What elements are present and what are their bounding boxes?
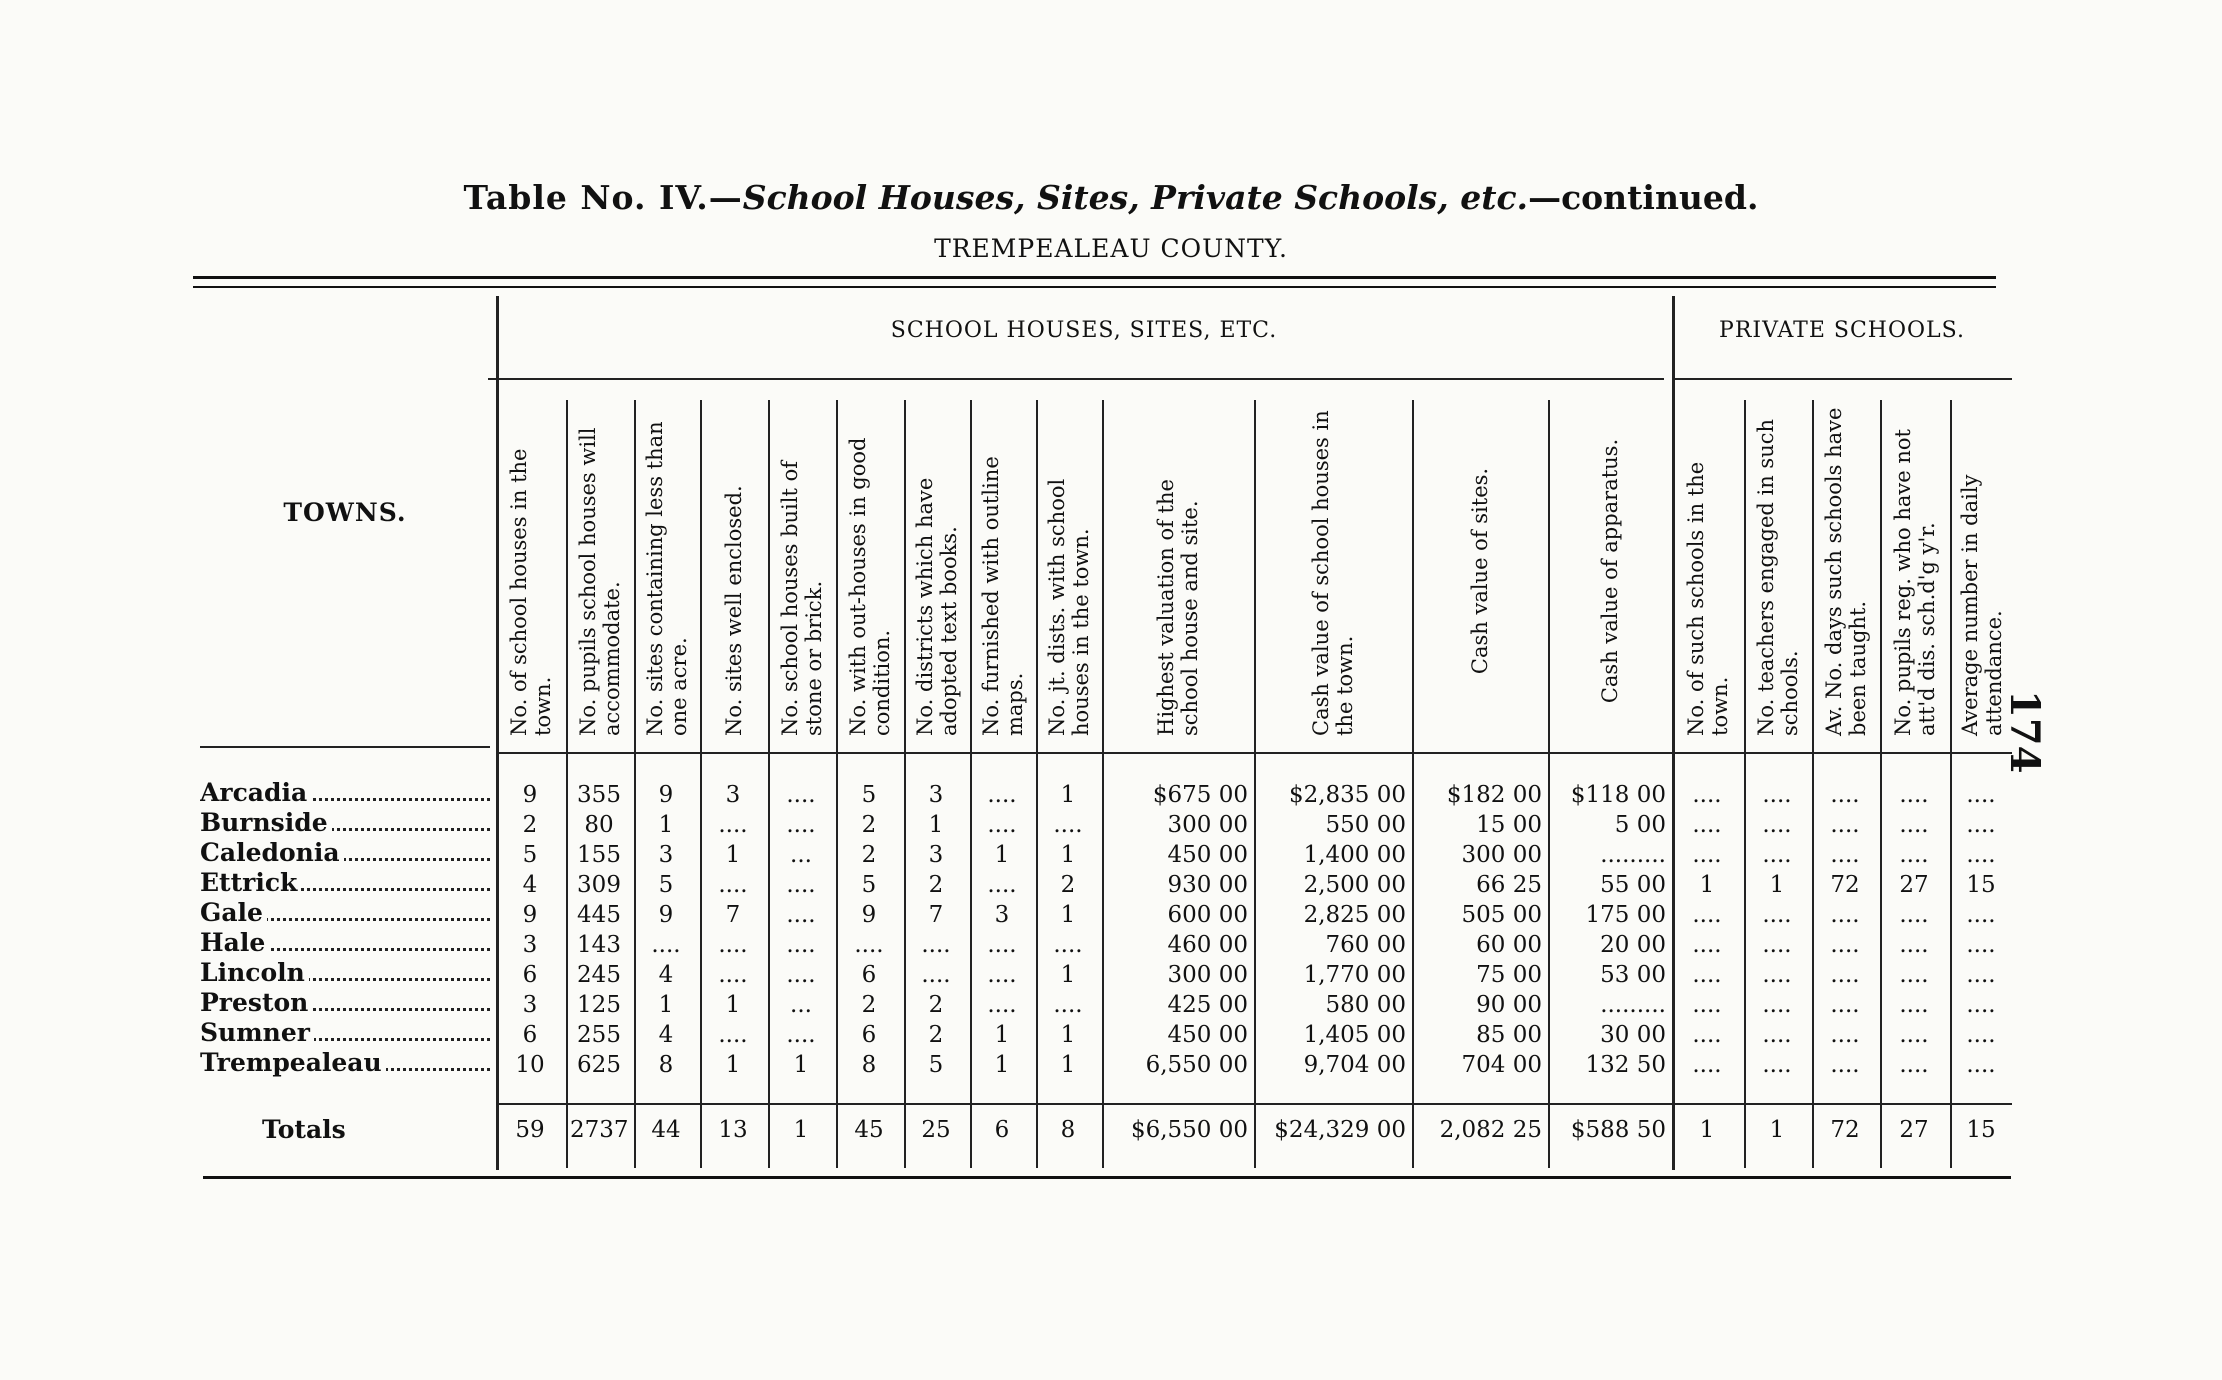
table-cell: 1	[658, 992, 674, 1018]
table-cell: 8	[658, 1052, 674, 1078]
table-cell: ....	[1053, 932, 1083, 958]
table-cell: 704 00	[1461, 1052, 1542, 1078]
table-cell: ....	[651, 932, 681, 958]
table-cell: ....	[1830, 902, 1860, 928]
town-name: Ettrick	[200, 868, 490, 897]
table-cell: 5 00	[1614, 812, 1666, 838]
totals-cell: 27	[1899, 1117, 1929, 1143]
town-name: Sumner	[200, 1018, 490, 1047]
table-cell: ....	[1899, 932, 1929, 958]
group-underline-private	[1672, 378, 2012, 380]
table-cell: ....	[1762, 812, 1792, 838]
table-cell: ....	[1692, 962, 1722, 988]
table-cell: ....	[1966, 782, 1996, 808]
table-cell: ....	[1966, 992, 1996, 1018]
town-name: Preston	[200, 988, 490, 1017]
table-cell: 4	[658, 1022, 674, 1048]
table-cell: 3	[522, 932, 538, 958]
totals-cell: 72	[1830, 1117, 1860, 1143]
table-cell: 760 00	[1325, 932, 1406, 958]
table-cell: ....	[1692, 932, 1722, 958]
table-cell: 505 00	[1461, 902, 1542, 928]
table-cell: $2,835 00	[1288, 782, 1406, 808]
table-cell: 255	[577, 1022, 621, 1048]
table-cell: ....	[786, 872, 816, 898]
table-cell: 3	[725, 782, 741, 808]
totals-cell: $588 50	[1570, 1117, 1666, 1143]
table-cell: 53 00	[1600, 962, 1666, 988]
table-cell: 1,400 00	[1303, 842, 1406, 868]
table-cell: 550 00	[1325, 812, 1406, 838]
table-cell: ....	[1899, 812, 1929, 838]
table-cell: 6,550 00	[1145, 1052, 1248, 1078]
table-cell: 2,500 00	[1303, 872, 1406, 898]
table-cell: ....	[854, 932, 884, 958]
table-cell: 9,704 00	[1303, 1052, 1406, 1078]
table-cell: ....	[718, 872, 748, 898]
table-cell: 309	[577, 872, 621, 898]
table-cell: ....	[1966, 932, 1996, 958]
table-cell: 27	[1899, 872, 1929, 898]
column-divider	[904, 400, 906, 1168]
table-cell: ....	[786, 812, 816, 838]
table-cell: 15	[1966, 872, 1996, 898]
table-cell: ....	[921, 932, 951, 958]
table-cell: ....	[987, 812, 1017, 838]
table-cell: 8	[861, 1052, 877, 1078]
column-divider	[1950, 400, 1952, 1168]
table-cell: ....	[1053, 992, 1083, 1018]
table-cell: 1	[1769, 872, 1785, 898]
totals-label: Totals	[262, 1115, 346, 1144]
table-cell: 75 00	[1476, 962, 1542, 988]
table-cell: 3	[928, 782, 944, 808]
column-divider	[970, 400, 972, 1168]
column-header: No. sites well enclosed.	[722, 485, 746, 736]
table-cell: ....	[1966, 1052, 1996, 1078]
table-cell: 60 00	[1476, 932, 1542, 958]
column-header: No. pupils reg. who have not att'd dis. sch.d'g y'r.	[1891, 429, 1939, 736]
table-cell: ....	[786, 902, 816, 928]
table-cell: 175 00	[1585, 902, 1666, 928]
table-cell: 460 00	[1167, 932, 1248, 958]
column-divider	[1036, 400, 1038, 1168]
town-name: Burnside	[200, 808, 490, 837]
table-cell: ....	[1899, 992, 1929, 1018]
table-cell: ....	[1830, 842, 1860, 868]
table-cell: .........	[1600, 842, 1666, 868]
table-cell: 1	[1060, 782, 1076, 808]
totals-cell: 15	[1966, 1117, 1996, 1143]
table-cell: 930 00	[1167, 872, 1248, 898]
table-cell: ....	[1899, 1052, 1929, 1078]
table-cell: $675 00	[1152, 782, 1248, 808]
totals-cell: 59	[515, 1117, 545, 1143]
table-cell: ....	[718, 932, 748, 958]
table-cell: 1,770 00	[1303, 962, 1406, 988]
page-number: 174	[2001, 690, 2048, 774]
table-cell: ....	[1966, 812, 1996, 838]
table-cell: .........	[1600, 992, 1666, 1018]
school-houses-group-label: SCHOOL HOUSES, SITES, ETC.	[890, 318, 1278, 343]
table-cell: ....	[786, 962, 816, 988]
table-cell: ....	[786, 932, 816, 958]
town-name: Gale	[200, 898, 490, 927]
table-cell: 143	[577, 932, 621, 958]
column-header: No. school houses built of stone or brick.	[778, 460, 826, 736]
table-cell: 1	[725, 1052, 741, 1078]
table-cell: ....	[1692, 842, 1722, 868]
table-cell: ....	[1762, 962, 1792, 988]
column-header: No. of such schools in the town.	[1684, 461, 1732, 736]
table-cell: 9	[861, 902, 877, 928]
table-cell: ....	[987, 872, 1017, 898]
table-cell: $118 00	[1570, 782, 1666, 808]
table-cell: 450 00	[1167, 1022, 1248, 1048]
table-cell: 9	[522, 902, 538, 928]
table-cell: ....	[1899, 842, 1929, 868]
column-header: No. districts which have adopted text books.	[913, 477, 961, 736]
table-cell: ....	[1762, 992, 1792, 1018]
table-cell: 55 00	[1600, 872, 1666, 898]
table-cell: 1	[658, 812, 674, 838]
column-divider	[1744, 400, 1746, 1168]
table-cell: ....	[987, 962, 1017, 988]
table-cell: 2	[928, 1022, 944, 1048]
table-cell: 20 00	[1600, 932, 1666, 958]
group-underline-school	[488, 378, 1664, 380]
column-header: No. with out-houses in good condition.	[846, 437, 894, 736]
table-cell: ....	[1053, 812, 1083, 838]
table-cell: 4	[658, 962, 674, 988]
table-cell: ....	[1966, 962, 1996, 988]
table-cell: 450 00	[1167, 842, 1248, 868]
column-divider	[1812, 400, 1814, 1168]
table-cell: 245	[577, 962, 621, 988]
table-cell: 6	[861, 962, 877, 988]
table-cell: 2	[861, 842, 877, 868]
table-cell: 66 25	[1476, 872, 1542, 898]
column-divider	[566, 400, 568, 1168]
county-subtitle: TREMPEALEAU COUNTY.	[934, 234, 1288, 263]
table-cell: 7	[725, 902, 741, 928]
table-cell: 425 00	[1167, 992, 1248, 1018]
table-cell: 355	[577, 782, 621, 808]
column-header: Highest valuation of the school house and site.	[1154, 479, 1202, 736]
table-cell: 15 00	[1476, 812, 1542, 838]
table-cell: ....	[921, 962, 951, 988]
table-cell: 5	[928, 1052, 944, 1078]
table-cell: ....	[1899, 1022, 1929, 1048]
top-rule-2	[193, 286, 1996, 288]
table-cell: 2	[522, 812, 538, 838]
table-cell: 5	[861, 872, 877, 898]
table-cell: ....	[1830, 782, 1860, 808]
table-cell: 2,825 00	[1303, 902, 1406, 928]
table-cell: ....	[718, 962, 748, 988]
table-cell: ....	[1966, 902, 1996, 928]
town-name: Lincoln	[200, 958, 490, 987]
table-cell: ....	[1692, 1022, 1722, 1048]
totals-cell: 13	[718, 1117, 748, 1143]
town-name: Caledonia	[200, 838, 490, 867]
table-cell: ....	[1762, 1022, 1792, 1048]
column-divider	[700, 400, 702, 1168]
table-cell: ....	[1830, 1022, 1860, 1048]
table-cell: ...	[790, 992, 812, 1018]
table-cell: ....	[1692, 992, 1722, 1018]
table-cell: ....	[1692, 812, 1722, 838]
table-cell: 1	[725, 992, 741, 1018]
table-cell: 1	[793, 1052, 809, 1078]
totals-cell: 6	[994, 1117, 1010, 1143]
column-header: No. of school houses in the town.	[507, 448, 555, 736]
table-cell: 300 00	[1461, 842, 1542, 868]
table-cell: 1	[994, 1022, 1010, 1048]
table-cell: ....	[987, 932, 1017, 958]
table-cell: 10	[515, 1052, 545, 1078]
table-cell: ....	[1830, 992, 1860, 1018]
table-cell: ....	[718, 812, 748, 838]
table-cell: 1	[1699, 872, 1715, 898]
table-cell: 9	[658, 902, 674, 928]
table-cell: ....	[1762, 902, 1792, 928]
table-cell: 3	[994, 902, 1010, 928]
totals-cell: 1	[1769, 1117, 1785, 1143]
table-cell: 9	[522, 782, 538, 808]
table-cell: ....	[1966, 1022, 1996, 1048]
column-header: No. pupils school houses will accommodate.	[576, 427, 624, 736]
table-cell: ....	[1762, 1052, 1792, 1078]
table-cell: 30 00	[1600, 1022, 1666, 1048]
totals-cell: 2737	[570, 1117, 629, 1143]
table-cell: ....	[1830, 1052, 1860, 1078]
table-cell: 155	[577, 842, 621, 868]
column-divider	[1412, 400, 1414, 1168]
table-cell: 125	[577, 992, 621, 1018]
column-header: Cash value of school houses in the town.	[1309, 410, 1357, 736]
table-cell: ....	[987, 992, 1017, 1018]
column-header: Cash value of sites.	[1468, 467, 1492, 675]
table-cell: 80	[584, 812, 614, 838]
table-cell: 625	[577, 1052, 621, 1078]
table-cell: 9	[658, 782, 674, 808]
totals-cell: 1	[793, 1117, 809, 1143]
table-cell: 2	[928, 872, 944, 898]
column-header: Av. No. days such schools have been taught.	[1822, 407, 1870, 736]
totals-cell: 25	[921, 1117, 951, 1143]
table-cell: ....	[987, 782, 1017, 808]
column-header: Average number in daily attendance.	[1958, 474, 2006, 736]
table-cell: ....	[1830, 932, 1860, 958]
table-cell: ....	[1692, 782, 1722, 808]
table-cell: ....	[1762, 842, 1792, 868]
table-cell: 1	[994, 1052, 1010, 1078]
table-cell: 1	[1060, 1022, 1076, 1048]
totals-cell: $6,550 00	[1130, 1117, 1248, 1143]
table-cell: 1	[928, 812, 944, 838]
column-divider	[836, 400, 838, 1168]
table-cell: 300 00	[1167, 962, 1248, 988]
table-cell: 1	[1060, 902, 1076, 928]
table-cell: 3	[522, 992, 538, 1018]
totals-cell: 1	[1699, 1117, 1715, 1143]
totals-cell: 45	[854, 1117, 884, 1143]
top-rule	[193, 276, 1996, 279]
table-cell: 6	[861, 1022, 877, 1048]
table-cell: 1,405 00	[1303, 1022, 1406, 1048]
table-cell: 72	[1830, 872, 1860, 898]
table-cell: 580 00	[1325, 992, 1406, 1018]
table-cell: 6	[522, 1022, 538, 1048]
table-cell: $182 00	[1446, 782, 1542, 808]
column-header: No. furnished with outline maps.	[979, 456, 1027, 736]
table-cell: 5	[658, 872, 674, 898]
table-cell: ....	[1899, 902, 1929, 928]
table-cell: 1	[1060, 842, 1076, 868]
town-name: Trempealeau	[200, 1048, 490, 1077]
table-title: Table No. IV.—School Houses, Sites, Private Schools, etc.—continued.	[463, 178, 1759, 217]
column-header: Cash value of apparatus.	[1598, 438, 1622, 704]
bottom-rule	[203, 1176, 2011, 1179]
table-cell: 2	[861, 812, 877, 838]
table-cell: 5	[522, 842, 538, 868]
table-cell: 300 00	[1167, 812, 1248, 838]
table-cell: 85 00	[1476, 1022, 1542, 1048]
table-cell: ....	[1762, 782, 1792, 808]
table-cell: 6	[522, 962, 538, 988]
column-divider	[1548, 400, 1550, 1168]
table-cell: 2	[1060, 872, 1076, 898]
table-cell: ....	[1966, 842, 1996, 868]
table-cell: ....	[1692, 1052, 1722, 1078]
column-divider	[768, 400, 770, 1168]
totals-cell: $24,329 00	[1274, 1117, 1406, 1143]
town-name: Arcadia	[200, 778, 490, 807]
column-divider	[634, 400, 636, 1168]
column-header: No. teachers engaged in such schools.	[1754, 419, 1802, 736]
column-header: No. jt. dists. with school houses in the town.	[1045, 478, 1093, 736]
table-cell: ....	[786, 1022, 816, 1048]
town-name: Hale	[200, 928, 490, 957]
towns-underline	[200, 746, 490, 748]
table-cell: 600 00	[1167, 902, 1248, 928]
table-cell: 3	[658, 842, 674, 868]
table-cell: 5	[861, 782, 877, 808]
table-cell: 90 00	[1476, 992, 1542, 1018]
private-schools-group-label: PRIVATE SCHOOLS.	[1719, 318, 1965, 343]
table-cell: 2	[928, 992, 944, 1018]
table-cell: ....	[1899, 782, 1929, 808]
towns-column-header: TOWNS.	[283, 498, 407, 527]
table-cell: 132 50	[1585, 1052, 1666, 1078]
table-cell: 1	[994, 842, 1010, 868]
totals-cell: 44	[651, 1117, 681, 1143]
table-cell: ....	[1692, 902, 1722, 928]
table-cell: 3	[928, 842, 944, 868]
column-header: No. sites containing less than one acre.	[643, 421, 691, 736]
column-divider	[1102, 400, 1104, 1168]
column-divider	[1254, 400, 1256, 1168]
table-cell: 1	[725, 842, 741, 868]
table-cell: 445	[577, 902, 621, 928]
table-cell: 1	[1060, 1052, 1076, 1078]
table-cell: 7	[928, 902, 944, 928]
table-cell: ....	[718, 1022, 748, 1048]
table-cell: ....	[786, 782, 816, 808]
table-cell: 1	[1060, 962, 1076, 988]
table-cell: 2	[861, 992, 877, 1018]
totals-cell: 2,082 25	[1439, 1117, 1542, 1143]
table-cell: ....	[1830, 962, 1860, 988]
table-cell: ...	[790, 842, 812, 868]
table-cell: 4	[522, 872, 538, 898]
table-cell: ....	[1830, 812, 1860, 838]
table-cell: ....	[1899, 962, 1929, 988]
table-cell: ....	[1762, 932, 1792, 958]
totals-cell: 8	[1060, 1117, 1076, 1143]
column-divider	[1880, 400, 1882, 1168]
